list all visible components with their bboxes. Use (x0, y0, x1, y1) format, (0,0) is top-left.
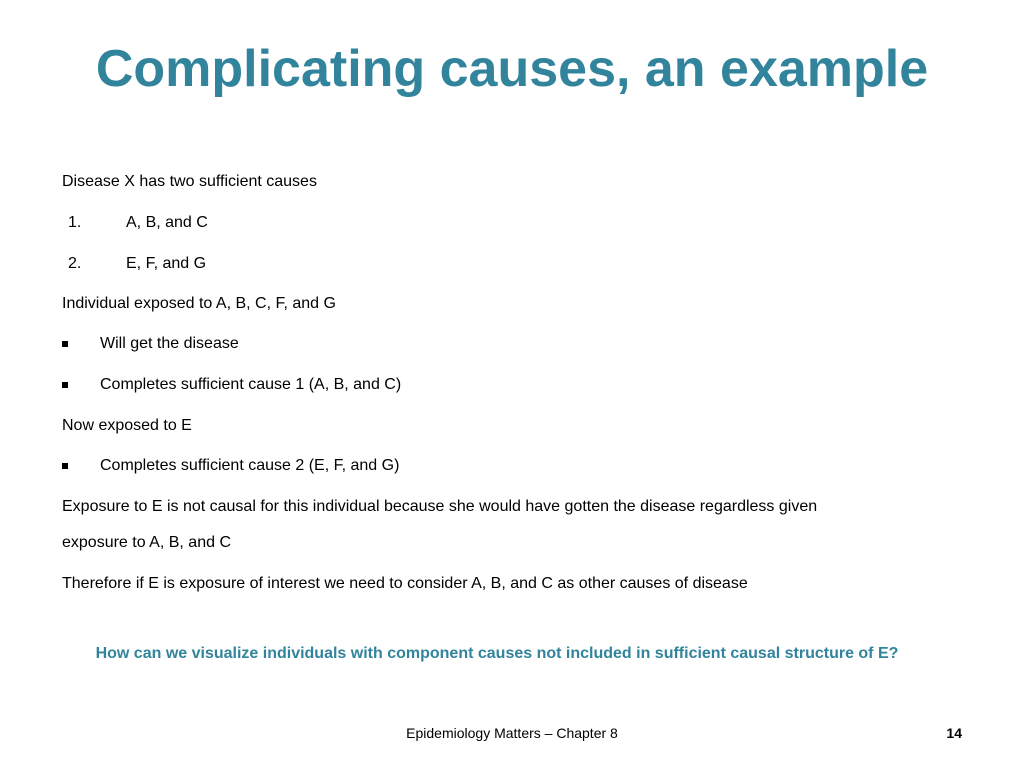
numbered-item-1-text: A, B, and C (126, 214, 208, 231)
bullet-will-get-disease: Will get the disease (100, 335, 239, 352)
exposure-line-1: Exposure to E is not causal for this individual because she would have gotten the disease regardless given (62, 498, 818, 515)
intro-text: Disease X has two sufficient causes (62, 173, 317, 190)
bullet-completes-cause-1: Completes sufficient cause 1 (A, B, and C) (100, 376, 402, 393)
slide-title: Complicating causes, an example (95, 40, 929, 98)
therefore-line: Therefore if E is exposure of interest we need to consider A, B, and C as other causes of disease (62, 575, 748, 592)
bullet-completes-cause-2: Completes sufficient cause 2 (E, F, and G) (100, 457, 400, 474)
square-bullet-icon (62, 341, 68, 347)
numbered-item-2-number: 2. (68, 255, 82, 272)
question-text: How can we visualize individuals with component causes not included in sufficient causal structure of E? (95, 645, 899, 662)
page-number: 14 (946, 725, 962, 741)
numbered-item-2-text: E, F, and G (126, 255, 207, 272)
footer-text: Epidemiology Matters – Chapter 8 (406, 725, 618, 741)
numbered-item-1-number: 1. (68, 214, 82, 231)
exposure-line-2: exposure to A, B, and C (62, 534, 231, 551)
exposed-line: Individual exposed to A, B, C, F, and G (62, 295, 336, 312)
now-exposed-line: Now exposed to E (62, 417, 192, 434)
square-bullet-icon (62, 463, 68, 469)
square-bullet-icon (62, 382, 68, 388)
